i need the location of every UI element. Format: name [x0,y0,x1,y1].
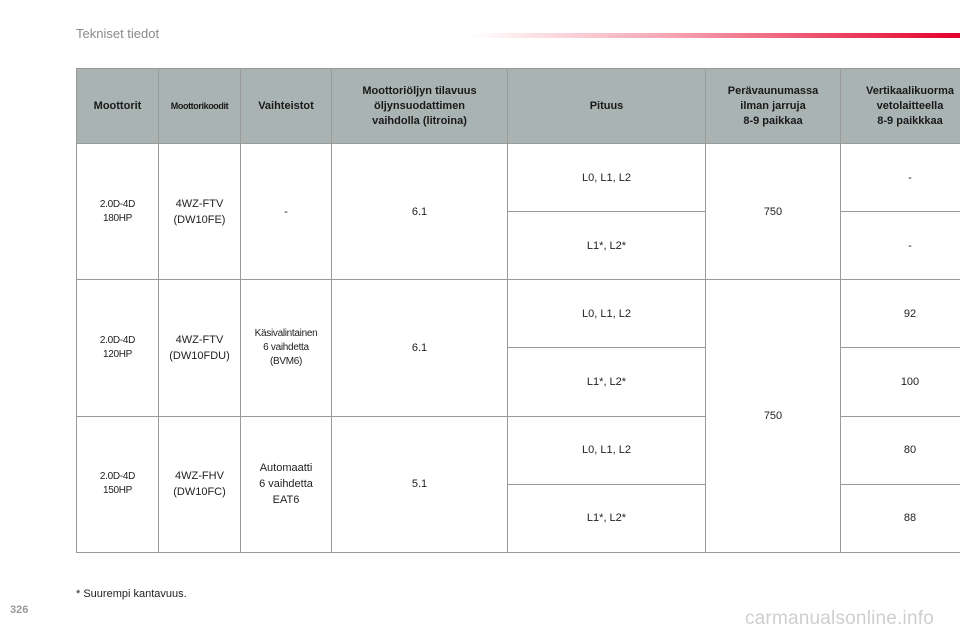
unbraked-trailer-cell: 750 [706,144,841,280]
gearbox-cell [241,144,332,280]
section-title: Tekniset tiedot [76,26,160,41]
engine-code-cell [159,280,241,416]
header-unbraked-line-2: ilman jarruja [740,99,806,112]
gearbox-line-3: EAT6 [272,494,300,507]
engine-code-line-2: (DW10FC) [173,486,226,499]
header-gearbox: Vaihteistot [241,69,332,144]
engine-code-line-2: (DW10FE) [173,213,226,226]
length-cell: L1*, L2* [508,212,706,280]
engine-code-line-1: 4WZ-FHV [175,470,224,483]
footnote: * Suurempi kantavuus. [76,588,187,600]
gearbox-cell [241,280,332,416]
oil-capacity-cell: 6.1 [332,144,508,280]
nose-weight-cell: - [841,212,960,280]
gearbox-line-1: Automaatti [259,462,313,475]
nose-weight-cell: - [841,144,960,212]
header-nose-line-3: 8-9 paikkkaa [877,114,943,127]
gearbox-line-1: Käsivalintainen [254,327,318,339]
engine-code-line-1: 4WZ-FTV [175,333,224,346]
gearbox-line-2: 6 vaihdetta [259,478,313,491]
engine-code-line-1: 4WZ-FTV [175,197,224,210]
header-unbraked-line-3: 8-9 paikkaa [743,114,803,127]
header-oil-capacity [332,69,508,144]
nose-weight-cell: 100 [841,348,960,416]
nose-weight-cell: 88 [841,484,960,552]
engine-line-1: 2.0D-4D [99,471,136,483]
oil-capacity-cell: 6.1 [332,280,508,416]
engine-line-2: 150HP [102,485,133,497]
oil-capacity-cell: 5.1 [332,416,508,552]
header-oil-line-3: vaihdolla (litroina) [372,114,467,127]
length-cell: L0, L1, L2 [508,280,706,348]
engine-cell [77,280,159,416]
length-cell: L0, L1, L2 [508,416,706,484]
unbraked-trailer-cell: 750 [706,280,841,553]
engine-line-1: 2.0D-4D [99,334,136,346]
engine-cell [77,144,159,280]
header-unbraked-trailer [706,69,841,144]
nose-weight-cell: 80 [841,416,960,484]
header-unbraked-line-1: Perävaunumassa [727,84,819,97]
page-number: 326 [10,604,29,616]
engine-code-cell [159,144,241,280]
header-engine: Moottorit [77,69,159,144]
gearbox-cell [241,416,332,552]
table-row [77,144,960,212]
engine-code-cell [159,416,241,552]
engine-code-line-2: (DW10FDU) [169,349,230,362]
gearbox-line-2: 6 vaihdetta [263,341,309,353]
watermark: carmanualsonline.info [744,608,934,629]
gearbox-line-3: (BVM6) [269,355,303,367]
gearbox-line-1: - [284,205,288,218]
length-cell: L0, L1, L2 [508,144,706,212]
header-nose-line-2: vetolaitteella [876,99,944,112]
engine-line-1: 2.0D-4D [99,198,136,210]
header-nose-line-1: Vertikaalikuorma [865,84,955,97]
header-nose-weight [841,69,960,144]
nose-weight-cell: 92 [841,280,960,348]
header-accent-bar [470,33,960,38]
engine-line-2: 180HP [102,212,133,224]
header-engine-code: Moottorikoodit [159,69,241,144]
table-header-row [77,69,960,144]
header-oil-line-2: öljynsuodattimen [373,99,466,112]
engine-line-2: 120HP [102,348,133,360]
length-cell: L1*, L2* [508,484,706,552]
specs-table [76,68,960,553]
table-row [77,280,960,348]
engine-cell [77,416,159,552]
header-length: Pituus [508,69,706,144]
header-oil-line-1: Moottoriöljyn tilavuus [362,84,477,97]
length-cell: L1*, L2* [508,348,706,416]
